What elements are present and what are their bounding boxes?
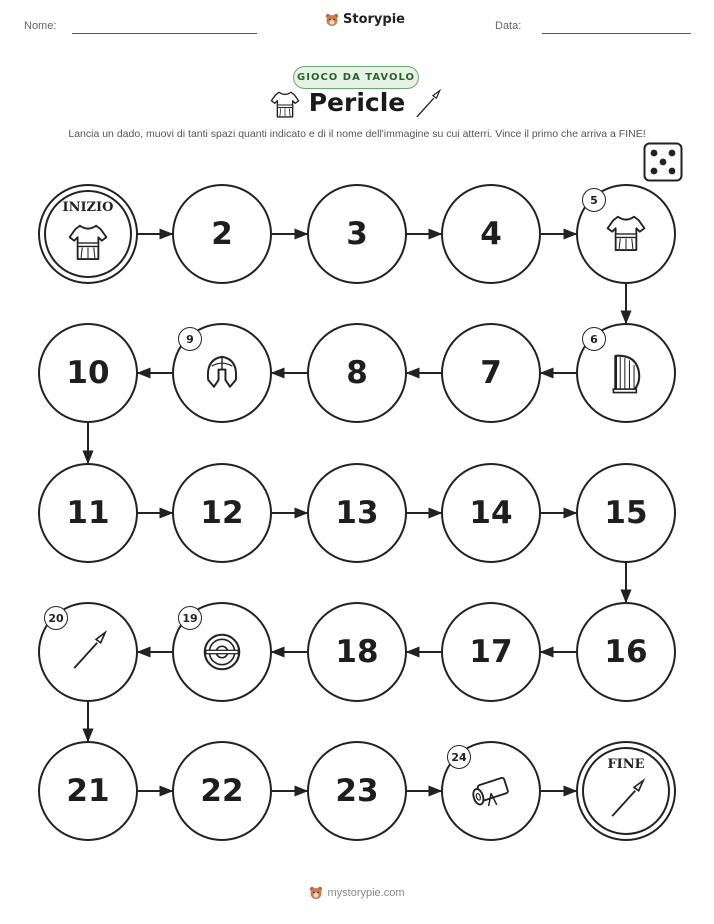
footer-site: mystorypie.com — [327, 887, 405, 899]
space-number: 16 — [604, 634, 648, 670]
space-number: 12 — [200, 495, 244, 531]
board-space-4 — [441, 184, 541, 284]
space-number-badge: 9 — [178, 327, 202, 351]
space-number: 10 — [66, 355, 110, 391]
tunic-icon — [603, 211, 649, 257]
board-space-14 — [441, 463, 541, 563]
board-space-9 — [172, 323, 272, 423]
board-space-11 — [38, 463, 138, 563]
board-space-3 — [307, 184, 407, 284]
spear-icon — [603, 777, 649, 823]
board-space-7 — [441, 323, 541, 423]
board-space-inizio — [38, 184, 138, 284]
board-space-fine — [576, 741, 676, 841]
space-number: 8 — [346, 355, 368, 391]
game-type-badge: GIOCO DA TAVOLO — [293, 66, 419, 89]
space-number: 13 — [335, 495, 379, 531]
board-space-23 — [307, 741, 407, 841]
board-space-16 — [576, 602, 676, 702]
harp-icon — [603, 350, 649, 396]
space-label: INIZIO — [62, 200, 114, 215]
page-title: Pericle — [308, 88, 406, 117]
board-space-18 — [307, 602, 407, 702]
space-number: 18 — [335, 634, 379, 670]
space-number-badge: 19 — [178, 606, 202, 630]
space-number: 15 — [604, 495, 648, 531]
space-number: 2 — [211, 216, 233, 252]
space-number: 23 — [335, 773, 379, 809]
tunic-icon — [65, 220, 111, 266]
space-number: 3 — [346, 216, 368, 252]
shield-icon — [199, 629, 245, 675]
space-number: 21 — [66, 773, 110, 809]
board-space-24 — [441, 741, 541, 841]
board-space-13 — [307, 463, 407, 563]
board-space-15 — [576, 463, 676, 563]
space-number: 22 — [200, 773, 244, 809]
board-space-12 — [172, 463, 272, 563]
space-number: 11 — [66, 495, 110, 531]
space-number-badge: 24 — [447, 745, 471, 769]
space-number: 17 — [469, 634, 513, 670]
board-space-10 — [38, 323, 138, 423]
helmet-icon — [199, 350, 245, 396]
space-number-badge: 5 — [582, 188, 606, 212]
board-space-22 — [172, 741, 272, 841]
brand-name: Storypie — [343, 12, 405, 27]
name-label: Nome: — [24, 20, 57, 32]
board-space-17 — [441, 602, 541, 702]
bear-icon — [309, 886, 323, 900]
space-number-badge: 20 — [44, 606, 68, 630]
board-space-21 — [38, 741, 138, 841]
board-space-8 — [307, 323, 407, 423]
space-number: 4 — [480, 216, 502, 252]
instructions: Lancia un dado, muovi di tanti spazi quanti indicato e di il nome dell'immagine su cui atterri. Vince il primo che arriva a FINE! — [68, 128, 646, 140]
spear-icon — [65, 629, 111, 675]
board-space-2 — [172, 184, 272, 284]
board-space-6 — [576, 323, 676, 423]
date-label: Data: — [495, 20, 522, 32]
space-number: 14 — [469, 495, 513, 531]
board-space-20 — [38, 602, 138, 702]
board-space-19 — [172, 602, 272, 702]
space-number: 7 — [480, 355, 502, 391]
space-number-badge: 6 — [582, 327, 606, 351]
scroll-icon — [468, 768, 514, 814]
space-label: FINE — [607, 757, 645, 772]
footer — [0, 886, 714, 900]
board-space-5 — [576, 184, 676, 284]
